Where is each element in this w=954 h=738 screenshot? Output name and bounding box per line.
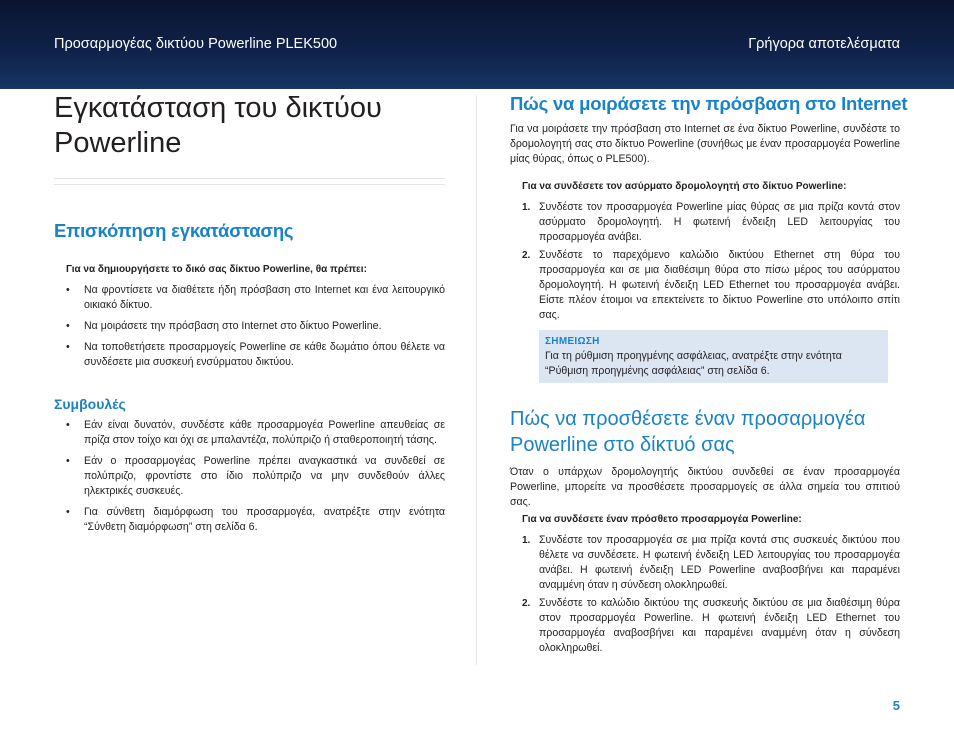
list-item: 2. Συνδέστε το καλώδιο δικτύου της συσκευής δικτύου σε μια διαθέσιμη θύρα στον προσαρμογέα Powerline. Η φωτεινή ένδειξη LED Ethernet του προσαρμογέα αναβοσβήνει και παραμένει αναμμένη όταν η σύνδεση ολοκληρωθεί. xyxy=(522,597,900,654)
wireless-steps xyxy=(522,200,900,323)
share-heading: Πώς να μοιράσετε την πρόσβαση στο Internet xyxy=(510,93,908,114)
list-item: • Να φροντίσετε να διαθέτετε ήδη πρόσβαση στο Internet και ένα λειτουργικό οικιακό δίκτυο. xyxy=(66,284,445,311)
overview-list xyxy=(54,283,445,370)
product-name: Προσαρμογέας δικτύου Powerline PLEK500 xyxy=(54,36,338,52)
column-divider xyxy=(476,95,477,665)
add-intro: Για να συνδέσετε έναν πρόσθετο προσαρμογέα Powerline: xyxy=(522,514,802,525)
add-steps xyxy=(522,533,900,656)
list-item: 2. Συνδέστε το παρεχόμενο καλώδιο δικτύου Ethernet στη θύρα του προσαρμογέα και σε μια διαθέσιμη θύρα στο πίσω μέρος του ασύρματου δρομολογητή. Η φωτεινή ένδειξη LED Ethernet του προσαρμογέα ανάβει. Είστε πλέον έτοιμοι να επεκτείνετε το δίκτυο Powerline στο υπόλοιπο σπίτι σας. xyxy=(522,249,900,321)
list-item: 1. Συνδέστε τον προσαρμογέα Powerline μίας θύρας σε μια πρίζα κοντά στον ασύρματο δρομολογητή. Η φωτεινή ένδειξη LED λειτουργίας του προσαρμογέα ανάβει. xyxy=(522,201,900,243)
title-rule xyxy=(54,178,445,179)
tips-list xyxy=(54,418,445,535)
list-item: • Εάν είναι δυνατόν, συνδέστε κάθε προσαρμογέα Powerline απευθείας σε πρίζα στον τοίχο και όχι σε μπαλαντέζα, πολύπριζο ή σταθεροποιητή τάσης. xyxy=(66,419,445,446)
list-item: 1. Συνδέστε τον προσαρμογέα σε μια πρίζα κοντά στις συσκευές δικτύου που θέλετε να συνδέσετε. Η φωτεινή ένδειξη LED λειτουργίας του προσαρμογέα ανάβει. Η φωτεινή ένδειξη LED Powerline αναβοσβήνει και παραμένει αναμμένη όταν η σύνδεση ολοκληρωθεί. xyxy=(522,534,900,591)
add-body: Όταν ο υπάρχων δρομολογητής δικτύου συνδεθεί σε έναν προσαρμογέα Powerline, μπορείτε να προσθέσετε προσαρμογείς σε άλλα σημεία του σπιτιού σας. xyxy=(510,466,900,508)
overview-heading: Επισκόπηση εγκατάστασης xyxy=(54,220,294,241)
note-title: ΣΗΜΕΙΩΣΗ xyxy=(545,336,600,347)
note-body: Για τη ρύθμιση προηγμένης ασφάλειας, ανατρέξτε στην ενότητα “Ρύθμιση προηγμένης ασφάλειας” στη σελίδα 6. xyxy=(545,350,842,377)
page-title: Εγκατάσταση του δικτύου Powerline xyxy=(54,92,382,159)
header-bar xyxy=(0,0,954,89)
wireless-intro: Για να συνδέσετε τον ασύρματο δρομολογητή στο δίκτυο Powerline: xyxy=(522,181,847,192)
title-rule xyxy=(54,184,445,185)
tips-heading: Συμβουλές xyxy=(54,396,126,412)
section-name: Γρήγορα αποτελέσματα xyxy=(748,36,900,52)
list-item: • Εάν ο προσαρμογέας Powerline πρέπει αναγκαστικά να συνδεθεί σε πολύπριζο, φροντίστε στο ίδιο πολύπριζο να μην συνδεθούν άλλες ηλεκτρικές συσκευές. xyxy=(66,455,445,497)
overview-intro: Για να δημιουργήσετε το δικό σας δίκτυο Powerline, θα πρέπει: xyxy=(66,264,367,275)
page-number: 5 xyxy=(892,698,900,713)
list-item: • Για σύνθετη διαμόρφωση του προσαρμογέα, ανατρέξτε στην ενότητα “Σύνθετη διαμόρφωση” στη σελίδα 6. xyxy=(66,506,445,533)
note-box xyxy=(539,330,888,383)
add-heading: Πώς να προσθέσετε έναν προσαρμογέα Powerline στο δίκτυό σας xyxy=(510,408,866,456)
list-item: • Να μοιράσετε την πρόσβαση στο Internet στο δίκτυο Powerline. xyxy=(66,320,382,332)
share-body: Για να μοιράσετε την πρόσβαση στο Internet σε ένα δίκτυο Powerline, συνδέστε το δρομολογητή σας στο δίκτυο Powerline (συνήθως με έναν προσαρμογέα Powerline μίας θύρας, όπως ο PLE500). xyxy=(510,123,900,165)
list-item: • Να τοποθετήσετε προσαρμογείς Powerline σε κάθε δωμάτιο όπου θέλετε να συνδέσετε μια συσκευή ενσύρματου δικτύου. xyxy=(66,341,445,368)
